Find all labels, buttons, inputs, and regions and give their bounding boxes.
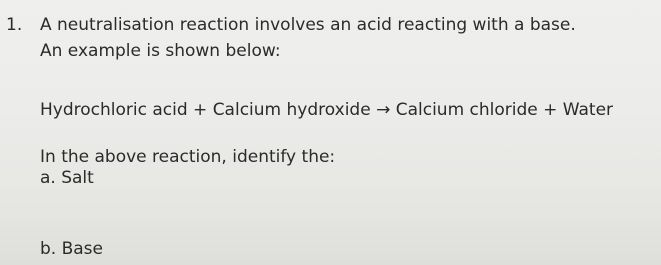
part-a-label: a. Salt xyxy=(40,168,94,188)
part-b-label: b. Base xyxy=(40,239,103,259)
question-instruction: In the above reaction, identify the: xyxy=(40,147,336,167)
reaction-equation: Hydrochloric acid + Calcium hydroxide → Calcium chloride + Water xyxy=(40,100,614,120)
question-number: 1. xyxy=(6,15,23,35)
question-example-text: An example is shown below: xyxy=(40,41,281,61)
question-intro-text: A neutralisation reaction involves an acid reacting with a base. xyxy=(40,15,576,35)
